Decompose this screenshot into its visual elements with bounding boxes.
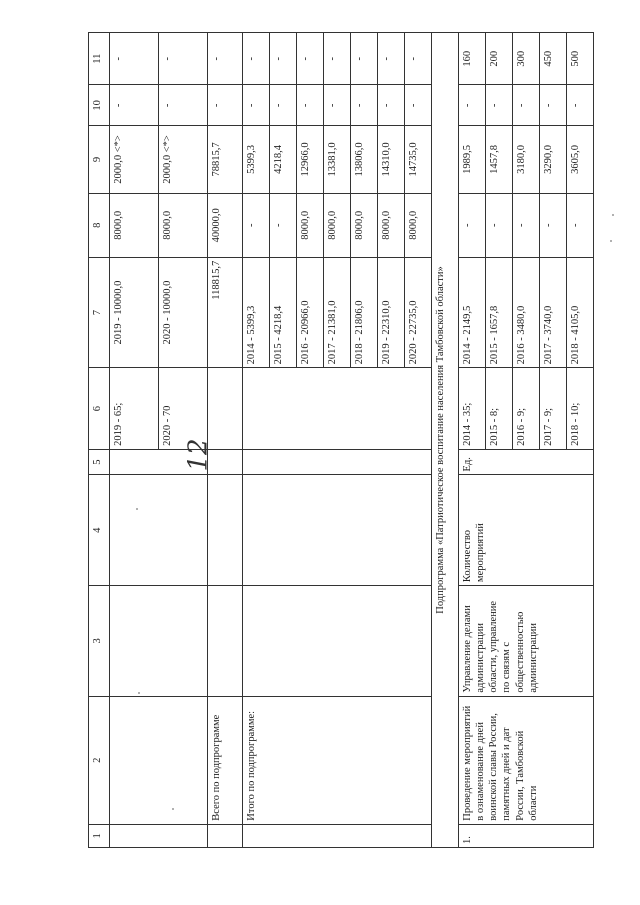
cell: 450 (540, 33, 567, 85)
cell: 1457,8 (486, 126, 513, 194)
col-header: 9 (89, 126, 110, 194)
cell: 3290,0 (540, 126, 567, 194)
cell: 2017 - 21381,0 (324, 257, 351, 368)
cell: 200 (486, 33, 513, 85)
cell: - (243, 33, 270, 85)
table-row (243, 33, 270, 848)
cell: - (297, 85, 324, 126)
budget-table (88, 32, 594, 848)
cell: 2016 - 3480,0 (513, 257, 540, 368)
total-row (208, 33, 243, 848)
item-executor: Управление делами администрации области, управление по связям с общественностью администрации (459, 586, 594, 697)
cell: - (270, 85, 297, 126)
cell: - (208, 85, 243, 126)
item-indicator: Количество мероприятий (459, 475, 594, 586)
cell: - (459, 193, 486, 257)
cell: - (540, 85, 567, 126)
handwritten-page-number: 12 (183, 438, 214, 472)
cell: 14310,0 (378, 126, 405, 194)
cell: - (208, 33, 243, 85)
cell: - (405, 85, 432, 126)
cell: 2017 - 9; (540, 368, 567, 450)
scan-speck (610, 240, 612, 242)
col-header: 11 (89, 33, 110, 85)
cell: 8000,0 (324, 193, 351, 257)
cell: 2014 - 2149,5 (459, 257, 486, 368)
cell: 8000,0 (351, 193, 378, 257)
cell: 2019 - 22310,0 (378, 257, 405, 368)
item-number: 1. (459, 824, 594, 847)
col-header: 7 (89, 257, 110, 368)
cell: 2018 - 21806,0 (351, 257, 378, 368)
col-header: 4 (89, 475, 110, 586)
col-header: 2 (89, 696, 110, 824)
cell: - (378, 33, 405, 85)
subprogram-title-row (432, 33, 459, 848)
cell: - (110, 33, 159, 85)
cell: 8000,0 (297, 193, 324, 257)
cell: 2015 - 1657,8 (486, 257, 513, 368)
cell: 2014 - 35; (459, 368, 486, 450)
cell: 40000,0 (208, 193, 243, 257)
cell: 2020 - 70 (159, 368, 208, 450)
total-label: Всего по подпрограмме (208, 696, 243, 824)
col-header: 1 (89, 824, 110, 847)
cell: - (110, 85, 159, 126)
cell: 500 (567, 33, 594, 85)
cell: - (351, 33, 378, 85)
cell: - (513, 193, 540, 257)
cell: 2019 - 10000,0 (110, 257, 159, 368)
scan-speck (612, 214, 614, 216)
cell: - (159, 85, 208, 126)
cell: 2016 - 20966,0 (297, 257, 324, 368)
cell: 2018 - 4105,0 (567, 257, 594, 368)
cell: 2018 - 10; (567, 368, 594, 450)
cell: - (513, 85, 540, 126)
cell: - (243, 193, 270, 257)
cell: - (297, 33, 324, 85)
cell: 3180,0 (513, 126, 540, 194)
col-header: 6 (89, 368, 110, 450)
cell: 2000,0 <*> (159, 126, 208, 194)
cell: - (567, 193, 594, 257)
cell: - (405, 33, 432, 85)
cell: - (486, 193, 513, 257)
cell: 8000,0 (110, 193, 159, 257)
cell: 2020 - 22735,0 (405, 257, 432, 368)
item-unit: Ед. (459, 449, 594, 475)
item-name: Проведение мероприятий в ознаменование дней воинской славы России, памятных дней и дат России, Тамбовской области (459, 696, 594, 824)
cell: 2000,0 <*> (110, 126, 159, 194)
col-header: 5 (89, 449, 110, 475)
cell: 118815,7 (208, 257, 243, 368)
cell: 2015 - 4218,4 (270, 257, 297, 368)
cell: - (567, 85, 594, 126)
cell: - (459, 85, 486, 126)
cell: 4218,4 (270, 126, 297, 194)
cell: 14735,0 (405, 126, 432, 194)
table-row (110, 33, 159, 848)
cell: 2014 - 5399,3 (243, 257, 270, 368)
cell: 2015 - 8; (486, 368, 513, 450)
subprogram-title: Подпрограмма «Патриотическое воспитание населения Тамбовской области» (432, 33, 459, 848)
cell: 8000,0 (405, 193, 432, 257)
cell: - (486, 85, 513, 126)
cell: 1989,5 (459, 126, 486, 194)
cell: 8000,0 (378, 193, 405, 257)
cell: - (540, 193, 567, 257)
cell: 2017 - 3740,0 (540, 257, 567, 368)
cell: - (243, 85, 270, 126)
cell: - (324, 85, 351, 126)
cell: 13806,0 (351, 126, 378, 194)
col-header: 3 (89, 586, 110, 697)
cell: - (159, 33, 208, 85)
cell: 5399,3 (243, 126, 270, 194)
cell: 300 (513, 33, 540, 85)
scan-speck (138, 692, 140, 694)
cell: 2019 - 65; (110, 368, 159, 450)
cell: - (270, 193, 297, 257)
scan-speck (172, 808, 174, 810)
cell: - (351, 85, 378, 126)
cell: 160 (459, 33, 486, 85)
scan-speck (136, 508, 138, 510)
rotated-table-sheet (88, 32, 593, 848)
cell: 78815,7 (208, 126, 243, 194)
table-row (459, 33, 486, 848)
cell: - (270, 33, 297, 85)
cell: - (324, 33, 351, 85)
col-header: 8 (89, 193, 110, 257)
cell: 2016 - 9; (513, 368, 540, 450)
cell: 3605,0 (567, 126, 594, 194)
itogo-label: Итого по подпрограмме: (243, 696, 432, 824)
col-header: 10 (89, 85, 110, 126)
cell: 2020 - 10000,0 (159, 257, 208, 368)
cell: - (378, 85, 405, 126)
column-number-row (89, 33, 110, 848)
cell: 13381,0 (324, 126, 351, 194)
cell: 12966,0 (297, 126, 324, 194)
cell: 8000,0 (159, 193, 208, 257)
